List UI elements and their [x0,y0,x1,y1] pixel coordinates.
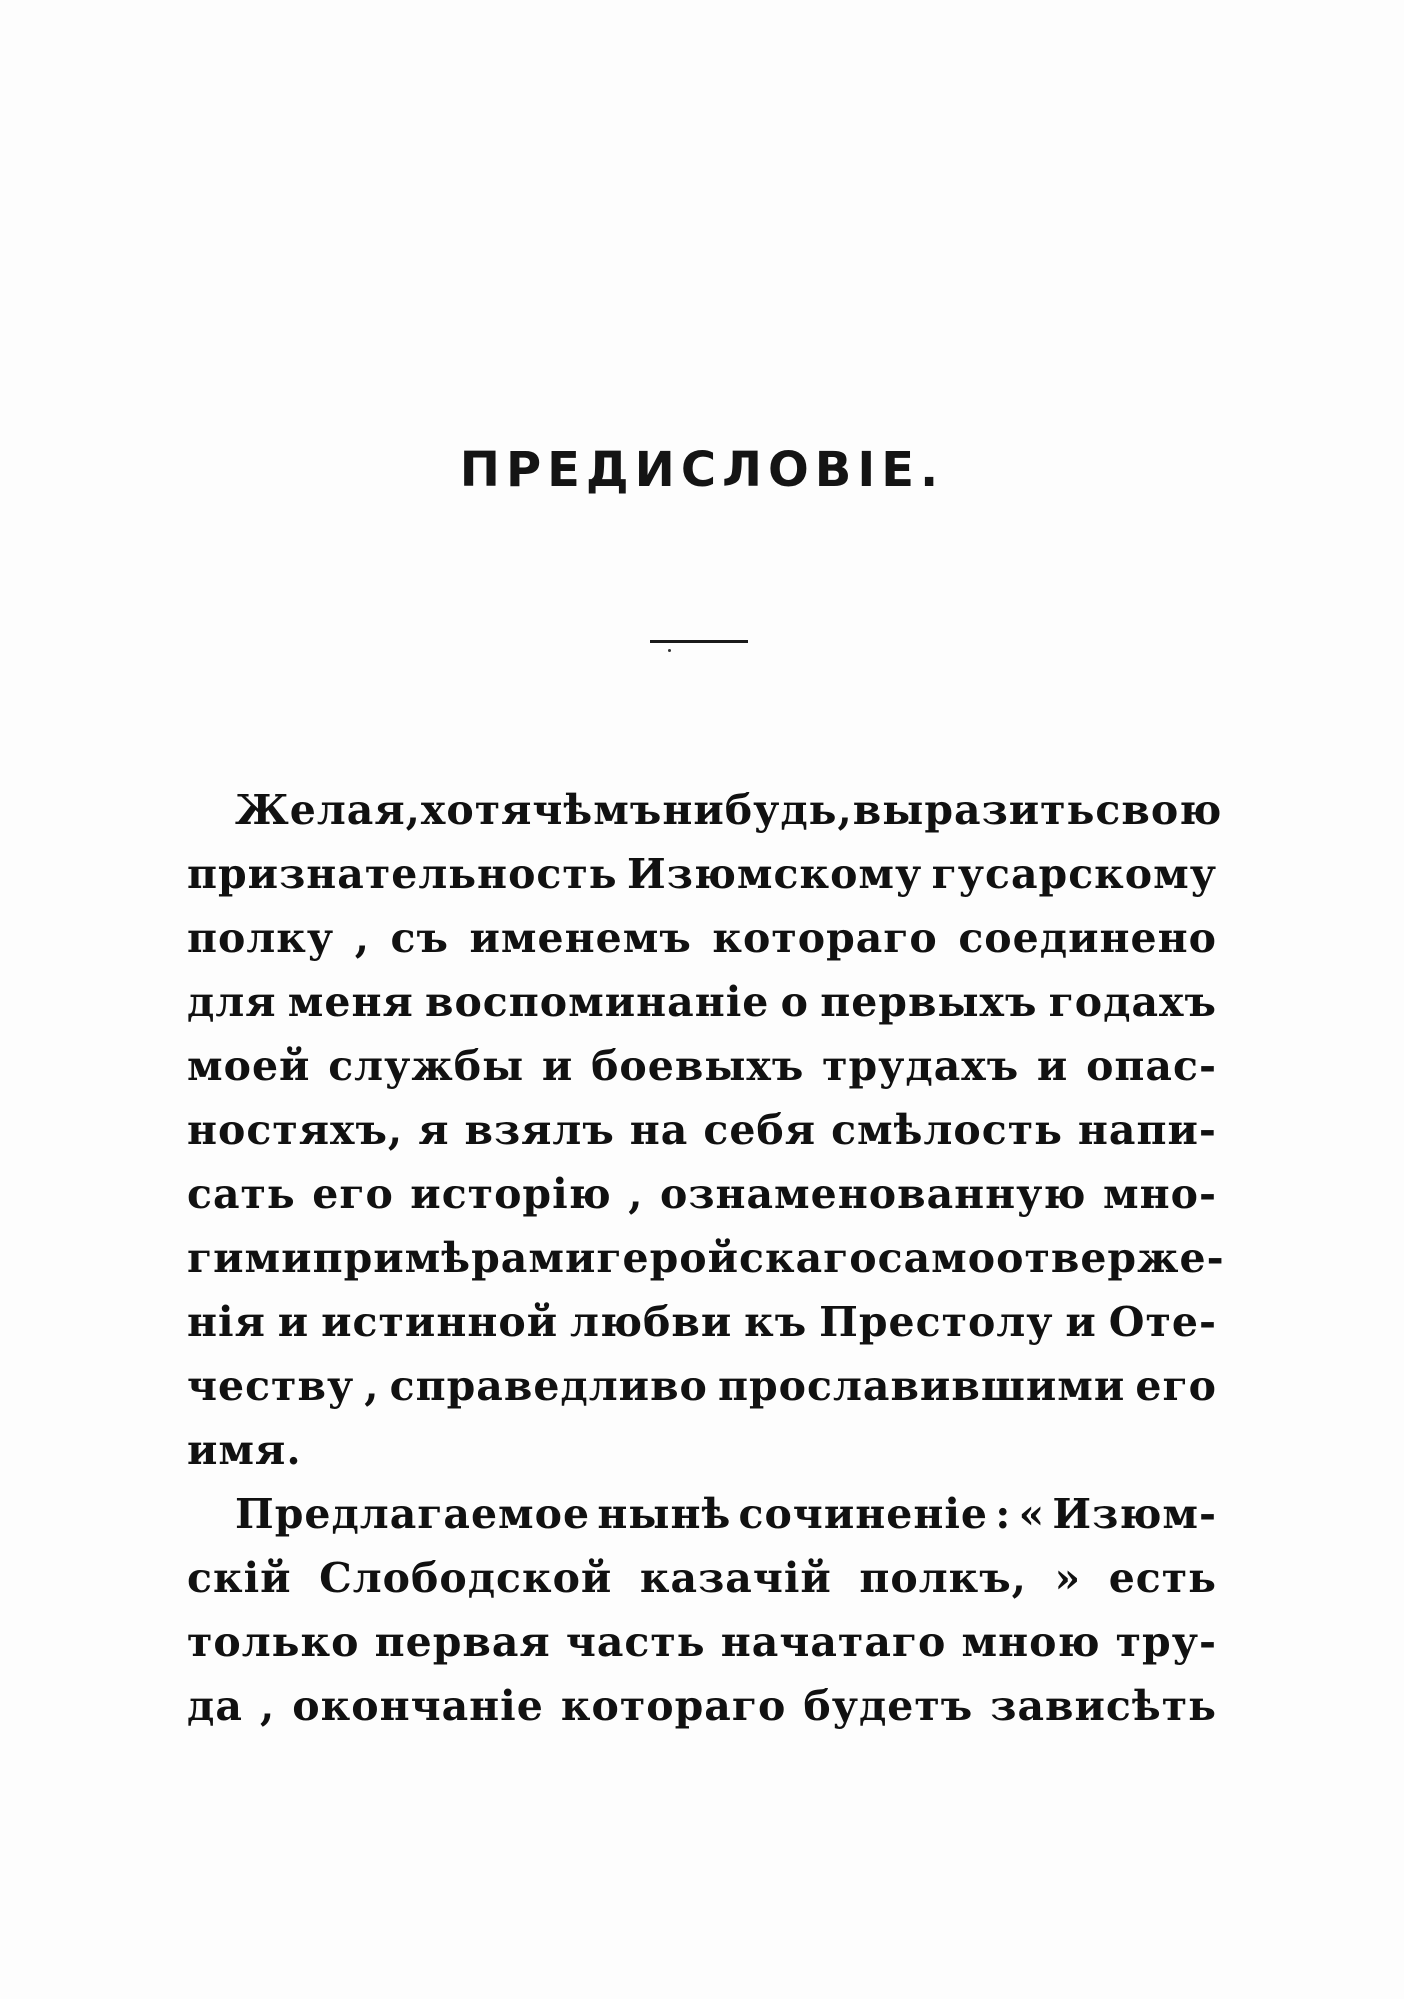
text-line: нія и истинной любви къ Престолу и Оте- [187,1298,1217,1346]
text-line: моей службы и боевыхъ трудахъ и опас- [187,1042,1217,1090]
text-line: ностяхъ, я взялъ на себя смѣлость напи- [187,1106,1217,1154]
text-line: полку , съ именемъ котораго соединено [187,914,1217,962]
decorative-rule [650,640,748,643]
text-line: для меня воспоминаніе о первыхъ годахъ [187,978,1217,1026]
text-line: да , окончаніе котораго будетъ зависѣть [187,1682,1217,1730]
text-line: только первая часть начатаго мною тру- [187,1618,1217,1666]
text-line: скій Слободской казачій полкъ, » есть [187,1554,1217,1602]
text-line: Желая, хотя чѣмъ нибудь, выразить свою [235,786,1223,834]
body-text [187,778,1225,1738]
text-line: честву , справедливо прославившими его [187,1362,1217,1410]
text-line: гими примѣрами геройскаго самоотверже- [187,1234,1225,1282]
text-line: Предлагаемое нынѣ сочиненіе : « Изюм- [235,1490,1217,1538]
decorative-rule-dot [668,649,671,652]
text-line: признательность Изюмскому гусарскому [187,850,1217,898]
text-line: имя. [187,1426,302,1474]
text-line: сать его исторію , ознаменованную мно- [187,1170,1217,1218]
page-heading: ПРЕДИСЛОВІЕ. [459,442,945,498]
